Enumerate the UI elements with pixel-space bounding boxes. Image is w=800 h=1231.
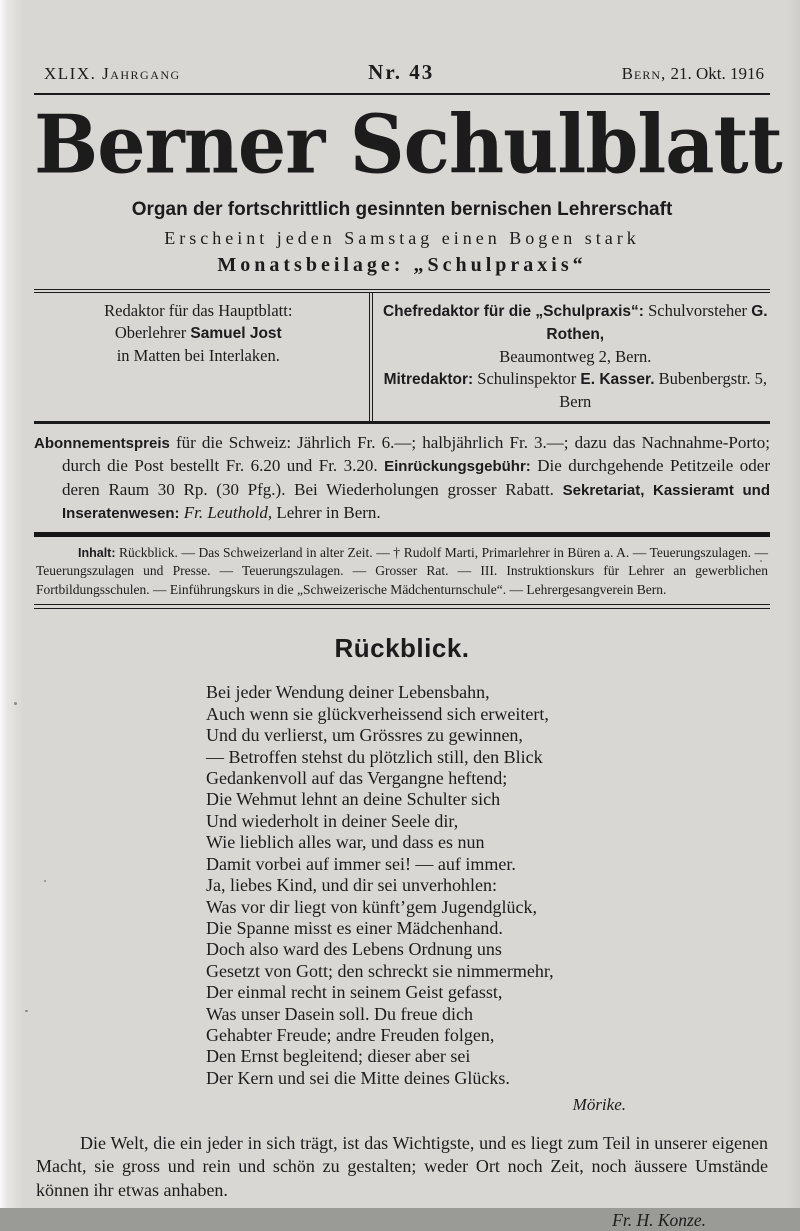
editor-main-name: Samuel Jost <box>190 324 282 342</box>
poem-line: Auch wenn sie glückverheissend sich erweitert, <box>206 703 549 724</box>
contents-text: Rückblick. — Das Schweizerland in alter Zeit. — † Rudolf Marti, Primarlehrer in Büren a. A. — Teuerungszulagen. — Teuerungszulagen und Presse. — Teuerungszulagen. — Grosser Rat. — III. Instruktionskurs für Lehrer an gewerblichen Fortbildungsschulen. — Einführungskurs in die „Schweizerische Mädchenturnschule“. — Lehrergesangverein Bern. <box>36 544 768 597</box>
poem-line: Die Spanne misst es einer Mädchenhand. <box>206 917 503 938</box>
table-of-contents <box>36 544 768 600</box>
editor-mit-line3 <box>381 368 770 413</box>
issue-number: Nr. 43 <box>368 60 435 84</box>
poem-line: Ja, liebes Kind, und dir sei unverhohlen: <box>206 875 497 896</box>
mitredaktor-role: Schulinspektor <box>473 368 581 388</box>
poem-line: Gehabter Freude; andre Freuden folgen, <box>206 1024 495 1045</box>
editor-main-line2 <box>34 322 363 345</box>
poem-line: Der einmal recht in seinem Geist gefasst, <box>206 982 503 1003</box>
editor-schulpraxis-column <box>373 293 770 421</box>
subscription-label: Abonnementspreis <box>34 434 170 452</box>
mitredaktor-label: Mitredaktor: <box>383 370 474 388</box>
mitredaktor-name: E. Kasser. <box>580 370 655 388</box>
closing-paragraph: Die Welt, die ein jeder in sich trägt, ist das Wichtigste, und es liegt zum Teil in unserer eigenen Macht, sie gross und rein und schön zu gestalten; weder Ort noch Zeit, noch äussere Umstände können ihr etwas anhaben. <box>36 1132 768 1200</box>
schedule-subtitle: Erscheint jeden Samstag einen Bogen stark <box>164 227 640 248</box>
chefredaktor-label: Chefredaktor für die „Schulpraxis“: <box>382 302 644 320</box>
dateline-city: Bern, <box>621 64 667 83</box>
poem-line: Gedankenvoll auf das Vergangne heftend; <box>206 768 508 789</box>
editor-chef-line2: Beaumontweg 2, Bern. <box>499 346 652 366</box>
chefredaktor-name: G. Rothen, <box>546 302 768 343</box>
dateline <box>622 64 764 84</box>
scan-speck <box>760 560 762 562</box>
poem-line: Und du verlierst, um Grössres zu gewinnen, <box>206 725 523 746</box>
thick-divider-rule <box>34 532 770 537</box>
poem-line: Gesetzt von Gott; den schreckt sie nimmermehr, <box>206 960 554 981</box>
poem-line: Wie lieblich alles war, und dass es nun <box>206 832 485 853</box>
closing-author-signature: Fr. H. Konze. <box>612 1210 706 1231</box>
masthead-title: Berner Schulblatt <box>34 97 782 192</box>
editor-main-line1: Redaktor für das Hauptblatt: <box>104 300 293 320</box>
poem-author-signature: Mörike. <box>572 1095 626 1115</box>
editor-main-line3: in Matten bei Interlaken. <box>116 345 280 365</box>
poem <box>206 682 652 1115</box>
subscription-text2: Die durchgehende Petitzeile oder deren Raum 30 Rp. (30 Pfg.). Bei Wiederholungen grosser Rabatt. <box>62 456 770 499</box>
poem-line: Doch also ward des Lebens Ordnung uns <box>206 939 502 960</box>
issue-header <box>34 60 770 95</box>
poem-line: Damit vorbei auf immer sei! — auf immer. <box>206 853 516 874</box>
scan-speck <box>44 880 46 882</box>
secretariat-label: Sekretariat, Kassieramt und Inseratenwesen: <box>62 481 771 523</box>
article-title: Rückblick. <box>334 633 470 664</box>
secretariat-name: Fr. Leuthold <box>179 503 268 523</box>
dateline-date: 21. Okt. 1916 <box>666 64 764 83</box>
poem-line: Bei jeder Wendung deiner Lebensbahn, <box>206 682 490 703</box>
supplement-subtitle: Monatsbeilage: „Schulpraxis“ <box>217 253 587 276</box>
subscription-text3: , Lehrer in Bern. <box>267 503 381 523</box>
scan-speck <box>25 1010 28 1012</box>
subscription-paragraph <box>34 432 770 526</box>
poem-line: Und wiederholt in deiner Seele dir, <box>206 810 459 831</box>
editor-chef-line1 <box>381 300 770 346</box>
contents-label: Inhalt: <box>78 545 116 560</box>
volume-label: XLIX. Jahrgang <box>44 64 181 83</box>
editor-main-column <box>34 293 373 421</box>
subscription-text1: für die Schweiz: Jährlich Fr. 6.—; halbjährlich Fr. 3.—; dazu das Nachnahme-Porto; durch die Post bestellt Fr. 6.20 und Fr. 3.20. <box>62 432 770 476</box>
editor-main-role: Oberlehrer <box>114 322 191 342</box>
double-divider-rule <box>34 604 770 609</box>
poem-line: Was vor dir liegt von künft’gem Jugendglück, <box>206 896 537 917</box>
mitredaktor-address: Bubenbergstr. 5, Bern <box>559 368 767 411</box>
organ-subtitle: Organ der fortschrittlich gesinnten bernischen Lehrerschaft <box>131 198 673 220</box>
insertion-fee-label: Einrückungsgebühr: <box>384 458 531 476</box>
poem-line: Die Wehmut lehnt an deine Schulter sich <box>206 789 501 810</box>
poem-line: Den Ernst begleitend; dieser aber sei <box>206 1046 471 1067</box>
poem-line: — Betroffen stehst du plötzlich still, den Blick <box>206 746 543 767</box>
chefredaktor-role: Schulvorsteher <box>643 300 752 320</box>
scan-speck <box>14 702 17 705</box>
poem-line: Was unser Dasein soll. Du freue dich <box>206 1003 473 1024</box>
editors-box <box>34 289 770 424</box>
poem-line: Der Kern und sei die Mitte deines Glücks. <box>206 1067 510 1088</box>
